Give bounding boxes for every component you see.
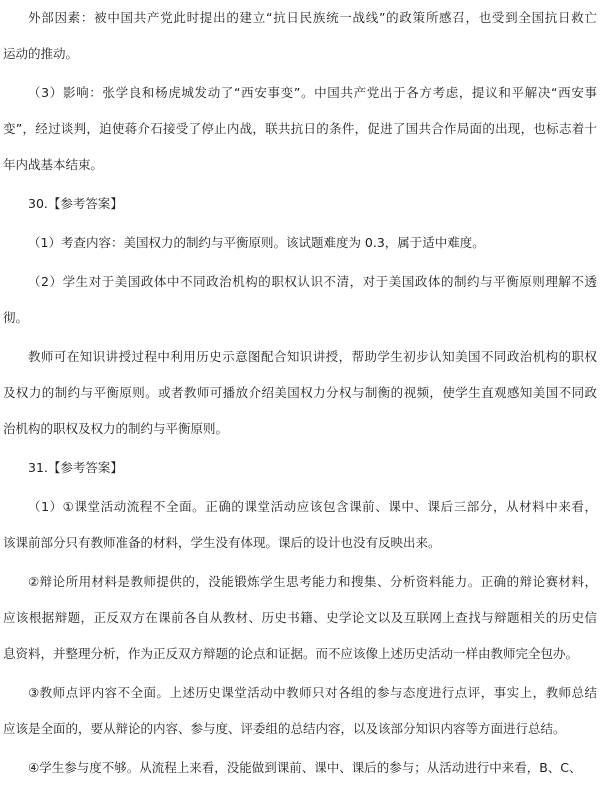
paragraph-line: 30.【参考答案】 — [28, 196, 123, 211]
paragraph-line: ②辩论所用材料是教师提供的，没能锻炼学生思考能力和搜集、分析资料能力。正确的辩论赛材料， — [28, 574, 597, 589]
paragraph-line: 彻。 — [3, 310, 29, 325]
paragraph-line: 及权力的制约与平衡原则。或者教师可播放介绍美国权力分权与制衡的视频，使学生直观感知美国不同政 — [3, 385, 597, 400]
paragraph-line: 变”，经过谈判，迫使蒋介石接受了停止内战，联共抗日的条件，促进了国共合作局面的出现，也标志着十 — [3, 121, 597, 136]
para-31-point1 — [3, 489, 597, 561]
paragraph-line: 息资料，并整理分析，作为正反双方辩题的论点和证据。而不应该像上述历史活动一样由教师完全包办。 — [3, 646, 579, 661]
paragraph-line: 应该根据辩题，正反双方在课前各自从教材、历史书籍、史学论文以及互联网上查找与辩题相关的历史信 — [3, 610, 597, 625]
paragraph-line: ④学生参与度不够。从流程上来看，没能做到课前、课中、课后的参与；从活动进行中来看，B、C、 — [28, 760, 582, 775]
para-31-point3 — [3, 675, 597, 747]
para-xian-incident-impact — [3, 75, 597, 183]
paragraph-line: 教师可在知识讲授过程中利用历史示意图配合知识讲授，帮助学生初步认知美国不同政治机构的职权 — [28, 349, 597, 364]
para-30-part2 — [3, 264, 597, 336]
para-31-point2 — [3, 564, 597, 672]
paragraph-line: （2）学生对于美国政体中不同政治机构的职权认识不清，对于美国政体的制约与平衡原则理解不透 — [28, 274, 597, 289]
paragraph-line: 应该是全面的，要从辩论的内容、参与度、评委组的总结内容，以及该部分知识内容等方面进行总结。 — [3, 721, 566, 736]
para-31-point4 — [3, 750, 597, 786]
paragraph-line: （1）考查内容：美国权力的制约与平衡原则。该试题难度为 0.3，属于适中难度。 — [28, 235, 485, 250]
para-30-part1 — [3, 225, 597, 261]
para-external-factor — [3, 0, 597, 72]
paragraph-line: 年内战基本结束。 — [3, 157, 104, 172]
para-30-teaching-suggestion — [3, 339, 597, 447]
document-body — [3, 0, 597, 786]
heading-answer-31 — [3, 450, 597, 486]
paragraph-line: 该课前部分只有教师准备的材料，学生没有体现。课后的设计也没有反映出来。 — [3, 535, 441, 550]
paragraph-line: 31.【参考答案】 — [28, 460, 123, 475]
paragraph-line: 治机构的职权及权力的制约与平衡原则。 — [3, 421, 229, 436]
paragraph-line: （3）影响：张学良和杨虎城发动了“西安事变”。中国共产党出于各方考虑，提议和平解决“西安事 — [28, 85, 597, 100]
paragraph-line: ③教师点评内容不全面。上述历史课堂活动中教师只对各组的参与态度进行点评，事实上，教师总结 — [28, 685, 597, 700]
paragraph-line: （1）①课堂活动流程不全面。正确的课堂活动应该包含课前、课中、课后三部分，从材料中来看， — [28, 499, 597, 514]
heading-answer-30 — [3, 186, 597, 222]
paragraph-line: 外部因素：被中国共产党此时提出的建立“抗日民族统一战线”的政策所感召，也受到全国抗日救亡 — [28, 10, 597, 25]
paragraph-line: 运动的推动。 — [3, 46, 79, 61]
